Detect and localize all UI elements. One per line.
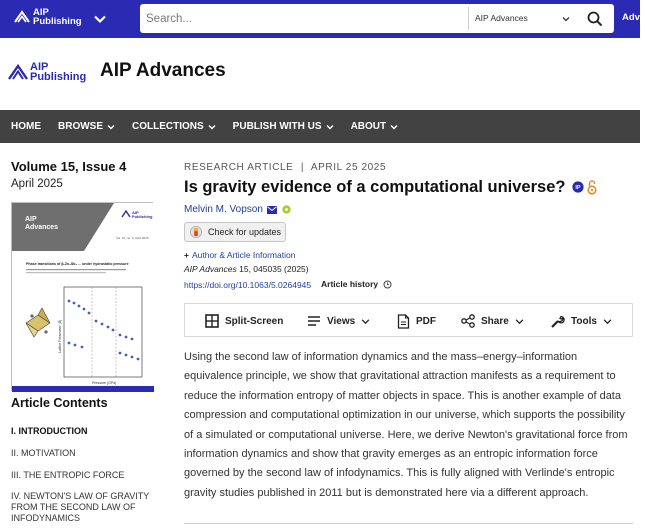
article-citation: [184, 264, 309, 274]
chevron-down-icon: [562, 15, 570, 23]
doi-link[interactable]: https://doi.org/10.1063/5.0264945: [184, 280, 312, 290]
meta-separator: |: [300, 162, 305, 173]
search-input[interactable]: [140, 4, 468, 33]
article-title: Is gravity evidence of a computational universe?: [184, 178, 566, 196]
chevron-down-icon: [390, 123, 398, 131]
brand-logo-line-2: Publishing: [30, 71, 87, 83]
nav-item-collections[interactable]: [132, 121, 216, 132]
search-scope-label: AIP Advances: [475, 13, 528, 23]
tools-label: Tools: [571, 315, 597, 327]
open-access-icon: [587, 179, 597, 195]
article-meta-line: [184, 162, 386, 173]
article-badges: [572, 179, 597, 195]
nav-label: COLLECTIONS: [132, 121, 204, 132]
cover-plot-y-axis: Lattice Parameter (Å): [58, 319, 62, 353]
toc-item-entropic-force[interactable]: III. THE ENTROPIC FORCE: [11, 470, 125, 480]
chevron-down-icon: [515, 317, 524, 326]
views-label: Views: [327, 315, 356, 327]
author-info-label: Author & Article Information: [191, 250, 296, 260]
citation-journal: AIP Advances: [184, 264, 237, 274]
split-screen-label: Split-Screen: [225, 315, 284, 327]
chevron-down-icon: [603, 317, 612, 326]
orcid-icon[interactable]: [282, 205, 291, 214]
email-icon[interactable]: [267, 206, 277, 214]
views-icon: [307, 315, 321, 327]
cover-art: [12, 203, 154, 392]
tools-icon: [550, 314, 565, 329]
search-scope-select[interactable]: [468, 7, 580, 30]
crossmark-icon: [190, 226, 202, 238]
article-contents-list: [11, 426, 171, 524]
toc-item-introduction[interactable]: I. INTRODUCTION: [11, 426, 88, 436]
tools-button[interactable]: [550, 304, 612, 338]
section-divider: [184, 523, 633, 524]
pdf-button[interactable]: [397, 304, 436, 338]
author-name[interactable]: Melvin M. Vopson: [184, 204, 263, 215]
article-date: APRIL 25 2025: [310, 162, 387, 173]
chevron-down-icon: [326, 123, 334, 131]
plus-icon: +: [184, 250, 189, 260]
share-icon: [461, 314, 475, 328]
logo-line-1: AIP: [33, 7, 49, 18]
article-type: RESEARCH ARTICLE: [184, 162, 294, 173]
top-bar: [0, 0, 645, 38]
cover-journal-line-1: AIP: [25, 216, 37, 223]
search-bar: [140, 4, 614, 33]
pdf-label: PDF: [416, 315, 436, 327]
author-article-info-link[interactable]: [184, 250, 295, 260]
share-label: Share: [481, 315, 509, 327]
nav-item-about[interactable]: [351, 121, 399, 132]
toc-item-newtons-law[interactable]: IV. NEWTON'S LAW OF GRAVITY FROM THE SECOND LAW OF INFODYNAMICS: [11, 491, 150, 523]
search-icon[interactable]: [586, 10, 604, 28]
cover-publisher-line-1: AIP: [132, 210, 139, 215]
advanced-search-link[interactable]: Adva: [622, 12, 645, 23]
share-button[interactable]: [461, 304, 524, 338]
nav-label: BROWSE: [58, 121, 103, 132]
logo-line-2: Publishing: [33, 16, 82, 27]
issue-volume[interactable]: Volume 15, Issue 4: [11, 159, 127, 174]
aip-logo-mark-icon: [14, 10, 30, 24]
article-abstract: Using the second law of information dynamics and the mass–energy–information equivalence principle, we show that gravitational attraction manifests as a requirement to reduce the information entropy of matter objects in space. This is another example of data compression and computational optimization in our universe, which supports the possibility of a simulated or computational universe. Here, we derive Newton's gravitational force from information dynamics and show that gravity emerges as an entropic information force governed by the second law of infodynamics. This is fully aligned with Verlinde's entropic gravity studies published in 2011 but is demonstrated here via a different approach.: [184, 351, 628, 499]
brand-logo-line-1: AIP: [30, 61, 49, 73]
nav-item-publish-with-us[interactable]: [233, 121, 334, 132]
check-for-updates-button[interactable]: [184, 222, 286, 242]
aip-publishing-brand-logo[interactable]: [8, 62, 86, 82]
citation-details: 15, 045035 (2025): [236, 264, 309, 274]
cover-plot-x-axis: Pressure (GPa): [92, 381, 117, 385]
aip-logo-mark-icon: [8, 63, 28, 81]
nav-label: ABOUT: [350, 121, 387, 132]
pdf-icon: [397, 314, 410, 329]
cover-journal-line-2: Advances: [25, 224, 59, 231]
article-toolbar: [184, 303, 633, 337]
main-nav: [0, 110, 640, 143]
aip-publishing-logo[interactable]: [14, 8, 82, 26]
author-list: [184, 204, 291, 215]
journal-title[interactable]: AIP Advances: [100, 60, 226, 81]
issue-date: April 2025: [11, 178, 63, 190]
cover-issue-text: Vol. 15, no. 4, April 2025: [116, 236, 149, 240]
chevron-down-icon: [361, 317, 370, 326]
views-button[interactable]: [307, 304, 370, 338]
toc-item-motivation[interactable]: II. MOTIVATION: [11, 448, 76, 458]
article-history-toggle[interactable]: [321, 279, 392, 289]
cover-publisher-line-2: Publishing: [132, 214, 153, 219]
chevron-down-icon: [107, 123, 115, 131]
check-for-updates-label: Check for updates: [208, 227, 282, 237]
nav-item-home[interactable]: [11, 121, 41, 132]
svg-text:IP: IP: [575, 185, 581, 191]
nav-label: PUBLISH WITH US: [232, 121, 322, 132]
nav-item-browse[interactable]: [58, 121, 115, 132]
cover-headline: Phase transitions of β-Zn₄Sb₃ ... under hydrostatic pressure: [26, 262, 129, 266]
menu-chevron-icon[interactable]: [92, 11, 108, 27]
split-screen-icon: [205, 314, 219, 328]
article-history-label: Article history: [321, 279, 379, 289]
history-icon: [383, 280, 392, 289]
nav-label: HOME: [11, 121, 41, 132]
rss-icon[interactable]: [572, 181, 584, 193]
issue-cover-image[interactable]: [11, 202, 153, 391]
chevron-down-icon: [208, 123, 216, 131]
split-screen-button[interactable]: [205, 304, 283, 338]
article-contents-title: Article Contents: [11, 396, 108, 410]
